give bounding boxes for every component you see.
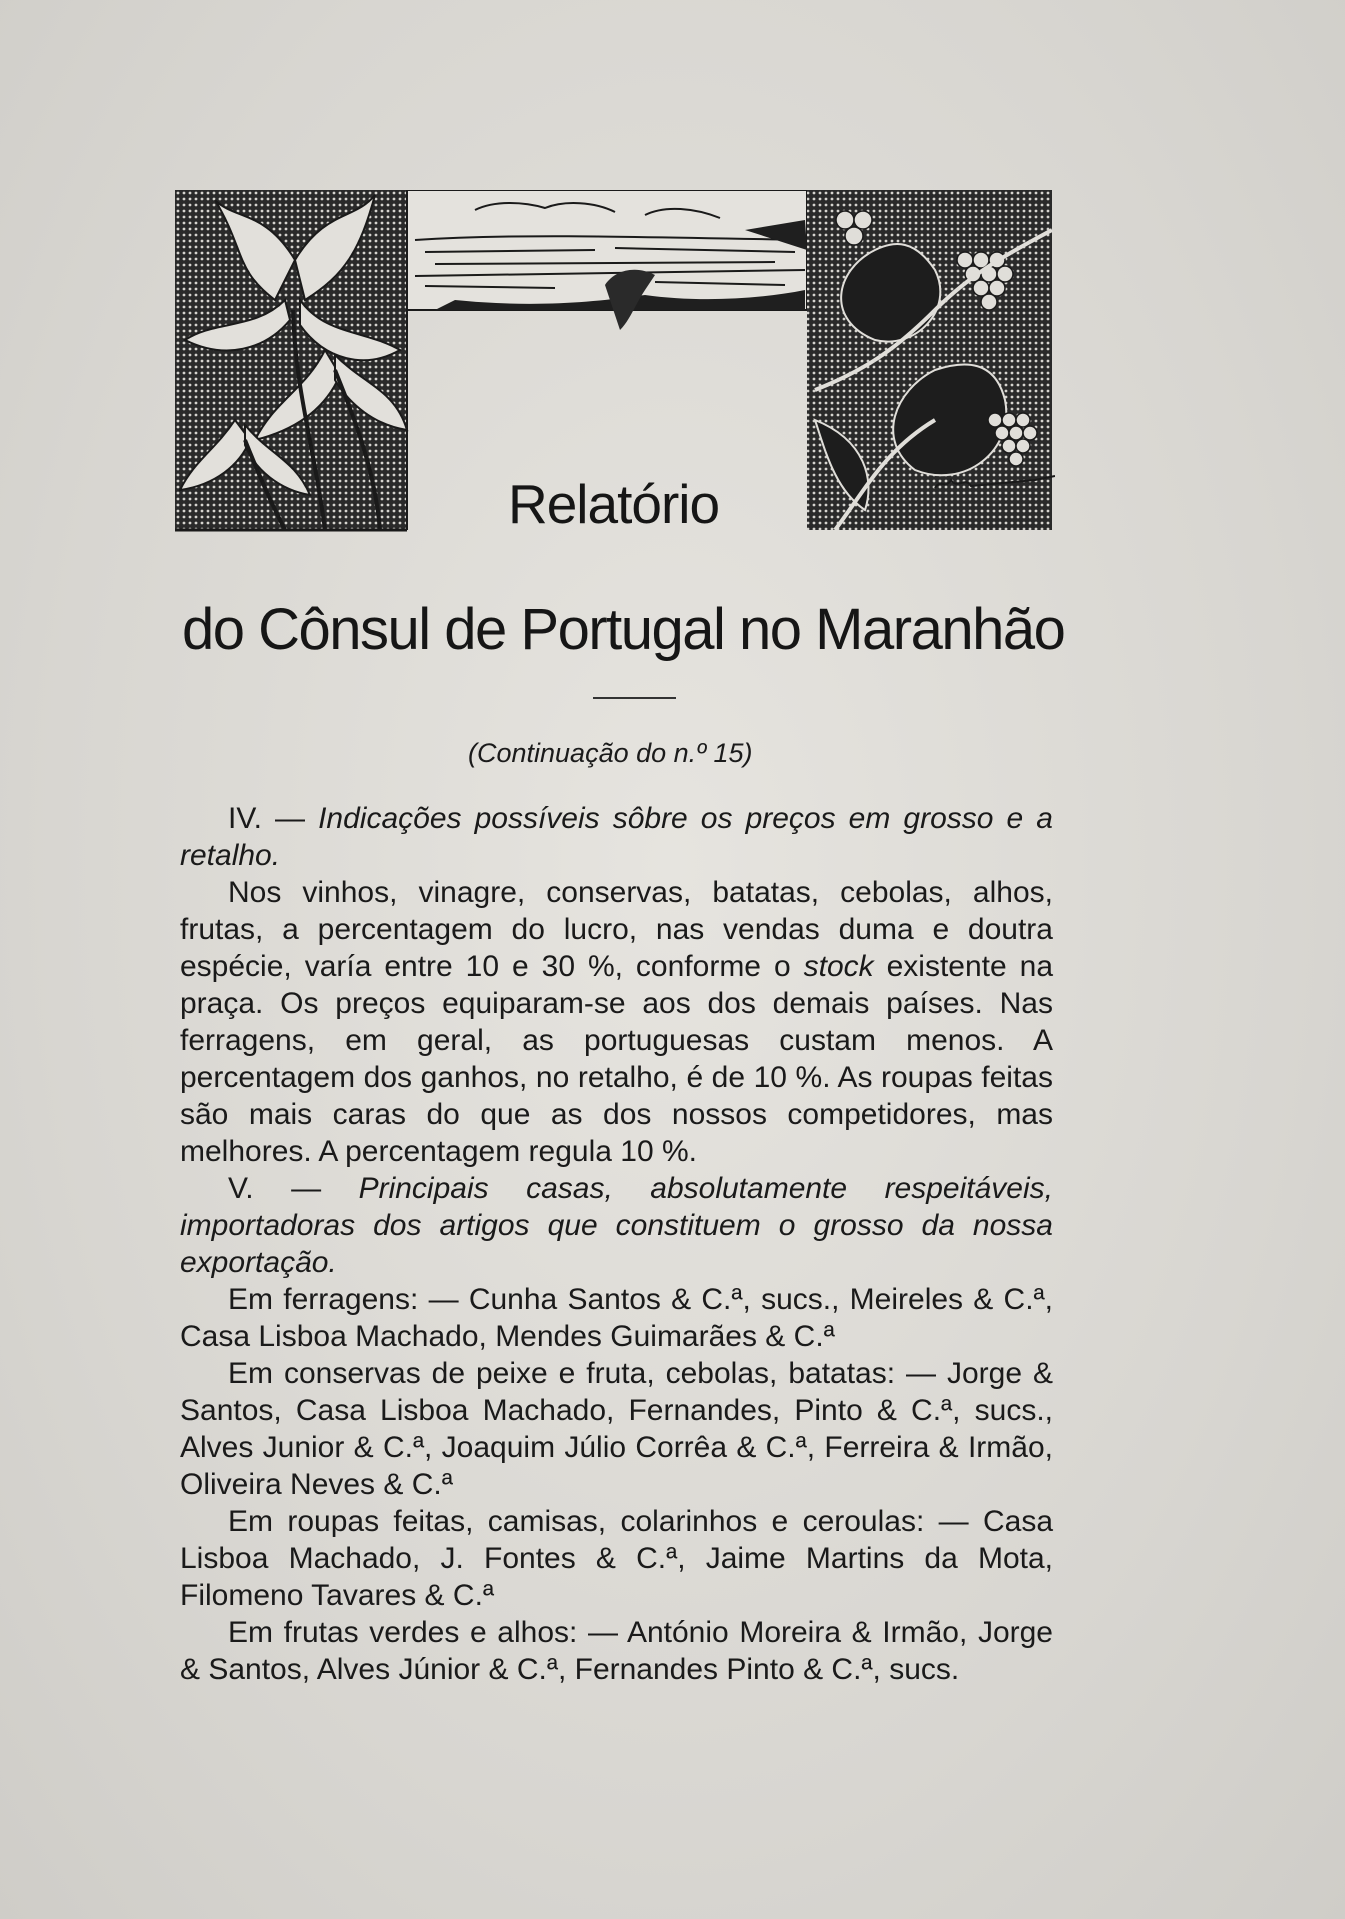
list-item: Em frutas verdes e alhos: — António Moreira & Irmão, Jorge & Santos, Alves Júnior & C.ª, Fernandes Pinto & C.ª, sucs. [180, 1616, 1053, 1686]
section-v-number: V. — [228, 1172, 322, 1205]
stock-term: stock [803, 950, 874, 983]
section-iv-paragraph [180, 874, 1053, 1170]
section-iv-number: IV. — [228, 802, 305, 835]
section-v-title: Principais casas, absolutamente respeitáveis, importadoras dos artigos que constituem o grosso da nossa exportação. [180, 1172, 1053, 1279]
section-iv-heading [180, 800, 1053, 874]
section-v-heading [180, 1170, 1053, 1281]
section-iv-text-a: Nos vinhos, vinagre, conservas, batatas, cebolas, alhos, frutas, a percentagem do lucro, nas vendas duma e doutra espécie, varía entre 10 e 30 %, conforme o [180, 876, 1053, 983]
article-body [180, 800, 1053, 1688]
seascape-panel [407, 190, 807, 330]
section-iv-title: Indicações possíveis sôbre os preços em grosso e a retalho. [180, 802, 1053, 872]
page-subtitle: do Cônsul de Portugal no Maranhão [182, 597, 1065, 662]
list-item: Em conservas de peixe e fruta, cebolas, batatas: — Jorge & Santos, Casa Lisboa Machado, Fernandes, Pinto & C.ª, sucs., Alves Junior & C.ª, Joaquim Júlio Corrêa & C.ª, Ferreira & Irmão, Oliveira Neves & C.ª [180, 1357, 1053, 1501]
page-title: Relatório [508, 473, 720, 535]
vine-panel [807, 190, 1052, 530]
divider-rule [593, 697, 676, 699]
list-item: Em ferragens: — Cunha Santos & C.ª, sucs., Meireles & C.ª, Casa Lisboa Machado, Mendes Guimarães & C.ª [180, 1283, 1053, 1353]
list-item: Em roupas feitas, camisas, colarinhos e ceroulas: — Casa Lisboa Machado, J. Fontes & C.ª, Jaime Martins da Mota, Filomeno Tavares & C.ª [180, 1505, 1053, 1612]
section-iv-text-b: existente na praça. Os preços equiparam-se aos dos demais países. Nas ferragens, em geral, as portuguesas custam menos. A percentagem dos ganhos, no retalho, é de 10 %. As roupas feitas são mais caras do que as dos nossos competidores, mas melhores. A percentagem regula 10 %. [180, 950, 1054, 1168]
lily-panel [175, 190, 407, 530]
continuation-note: (Continuação do n.º 15) [468, 738, 753, 768]
